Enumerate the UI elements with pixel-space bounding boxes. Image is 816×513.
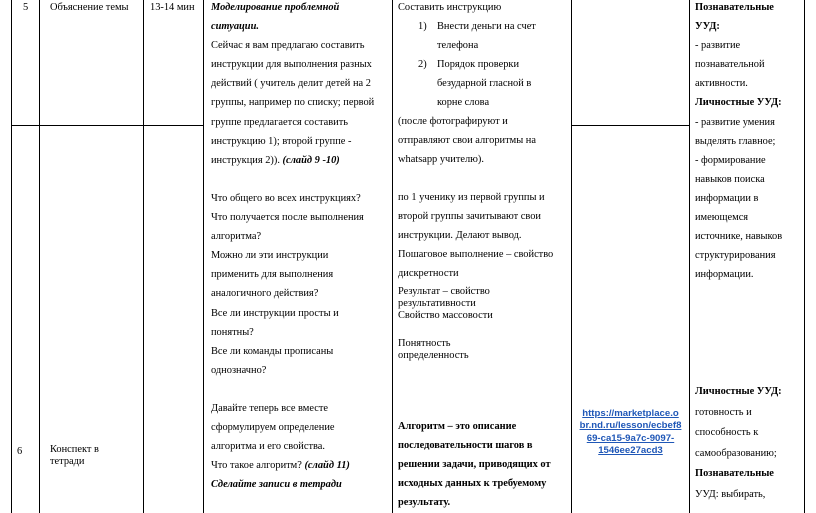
question-line: Все ли команды прописаны [211, 345, 334, 357]
row-number-6: 6 [17, 446, 23, 457]
lesson-link[interactable] [572, 408, 689, 458]
uud-line: Личностные УУД: [695, 386, 782, 397]
uud-line: познавательной [695, 59, 765, 71]
teacher-column [211, 0, 381, 494]
definition-line: решении задачи, приводящих от [398, 459, 551, 471]
uud-line: УУД: выбирать, [695, 488, 766, 500]
definition-line: последовательности шагов в [398, 440, 533, 452]
row-divider [11, 125, 204, 126]
together-line: Давайте теперь все вместе [211, 402, 328, 414]
question-line: Что общего во всех инструкциях? [211, 192, 361, 204]
student-clarity-line: определенность [398, 350, 469, 361]
definition-line: результату. [398, 497, 451, 509]
lesson-link-line: 1546ee27acd3 [598, 445, 663, 457]
lesson-link-line: br.nd.ru/lesson/ecbef8 [579, 420, 682, 432]
table-border-col6 [689, 0, 690, 513]
uud-line: навыков поиска [695, 173, 765, 185]
student-after-line: (после фотографируют и [398, 116, 508, 127]
uud-line: - развитие умения [695, 116, 775, 128]
table-border-col4 [392, 0, 393, 513]
teacher-line: инструкция 2)). [211, 154, 283, 166]
together-line: сформулируем определение [211, 422, 335, 434]
question-line: понятны? [211, 326, 254, 338]
student-item-line: безударной гласной в [437, 78, 532, 90]
definition-line: исходных данных к требуемому [398, 478, 547, 490]
teacher-line: группе предлагается составить [211, 116, 349, 128]
question-line: Можно ли эти инструкции [211, 250, 329, 262]
uud-line: источнике, навыков [695, 231, 783, 243]
student-clarity-line: Понятность [398, 338, 451, 349]
student-intro: Составить инструкцию [398, 2, 502, 13]
what-is-text: Что такое алгоритм? [211, 460, 305, 472]
student-item-2 [437, 55, 531, 112]
table-border-col3 [203, 0, 204, 513]
student-after [398, 112, 536, 169]
algorithm-definition [398, 417, 551, 512]
teacher-line: Сейчас я вам предлагаю составить [211, 40, 365, 52]
student-reading-line: инструкции. Делают вывод. [398, 230, 522, 242]
question-line: аналогичного действия? [211, 288, 319, 300]
uud-line: Познавательные [695, 468, 774, 480]
student-reading-line: Пошаговое выполнение – свойство [398, 249, 554, 261]
row-number-5: 5 [23, 2, 29, 13]
student-item-line: корне слова [437, 97, 490, 109]
teacher-line: инструкцию 1); второй группе - [211, 135, 352, 147]
question-line: однозначно? [211, 364, 267, 376]
lesson-link-line: https://marketplace.o [582, 408, 679, 419]
uud-line: Познавательные [695, 2, 774, 13]
uud-line: информации в [695, 192, 759, 204]
uud-bottom [695, 382, 782, 506]
uud-line: - развитие [695, 40, 741, 52]
uud-line: УУД: [695, 21, 720, 33]
topic-notebook [50, 444, 130, 468]
topic-notebook-text: Конспект в тетради [50, 444, 99, 467]
question-line: алгоритма? [211, 231, 262, 243]
table-border-left [11, 0, 12, 513]
student-item-2-num: 2) [418, 59, 427, 70]
student-result-line: результативности [398, 298, 476, 309]
student-reading [398, 188, 553, 283]
student-item-line: телефона [437, 40, 479, 52]
slide-11-ref: (слайд 11) [304, 460, 350, 472]
uud-line: активности. [695, 78, 748, 90]
student-after-line: whatsapp учителю). [398, 154, 484, 166]
question-line: Все ли инструкции просты и [211, 307, 339, 319]
uud-line: - формирование [695, 154, 766, 166]
student-clarity [398, 338, 469, 362]
uud-line: готовность и [695, 406, 752, 418]
slide-ref: (слайд 9 -10) [282, 154, 340, 166]
uud-line: имеющемся [695, 212, 749, 224]
lesson-link-line: 69-ca15-9a7c-9097- [586, 432, 675, 444]
teacher-heading: Моделирование проблемной ситуации. [211, 2, 340, 33]
student-mass: Свойство массовости [398, 310, 493, 321]
uud-line: способность к [695, 427, 759, 439]
definition-line: Алгоритм – это описание [398, 421, 517, 432]
student-after-line: отправляют свои алгоритмы на [398, 135, 536, 147]
student-item-line: Порядок проверки [437, 59, 520, 70]
student-reading-line: второй группы зачитывают свои [398, 211, 541, 223]
uud-line: выделять главное; [695, 135, 776, 147]
teacher-line: инструкции для выполнения разных [211, 59, 372, 71]
uud-line: структурирования [695, 250, 776, 262]
uud-top [695, 0, 782, 284]
teacher-line-slide [211, 151, 381, 170]
student-reading-line: по 1 ученику из первой группы и [398, 192, 545, 203]
what-is-line [211, 456, 381, 475]
student-reading-line: дискретности [398, 268, 459, 280]
row-divider-resource [571, 125, 690, 126]
table-border-col1 [39, 0, 40, 513]
time-value: 13-14 мин [150, 2, 195, 13]
notes-instruction: Сделайте записи в тетради [211, 479, 342, 491]
question-line: применить для выполнения [211, 269, 334, 281]
student-item-1-num: 1) [418, 21, 427, 32]
student-result [398, 286, 493, 322]
table-border-right [804, 0, 805, 513]
question-line: Что получается после выполнения [211, 212, 364, 224]
teacher-line: действий ( учитель делит детей на 2 [211, 78, 371, 90]
teacher-heading-line1 [211, 0, 381, 33]
table-border-col2 [143, 0, 144, 513]
topic-explanation: Объяснение темы [50, 2, 129, 13]
student-item-line: Внести деньги на счет [437, 21, 536, 32]
uud-line: Личностные УУД: [695, 97, 782, 109]
uud-line: информации. [695, 269, 754, 281]
student-item-1 [437, 17, 536, 55]
teacher-line: группы, например по списку; первой [211, 97, 375, 109]
uud-line: самообразованию; [695, 447, 777, 459]
together-line: алгоритма и его свойства. [211, 441, 325, 453]
student-result-line: Результат – свойство [398, 286, 490, 297]
